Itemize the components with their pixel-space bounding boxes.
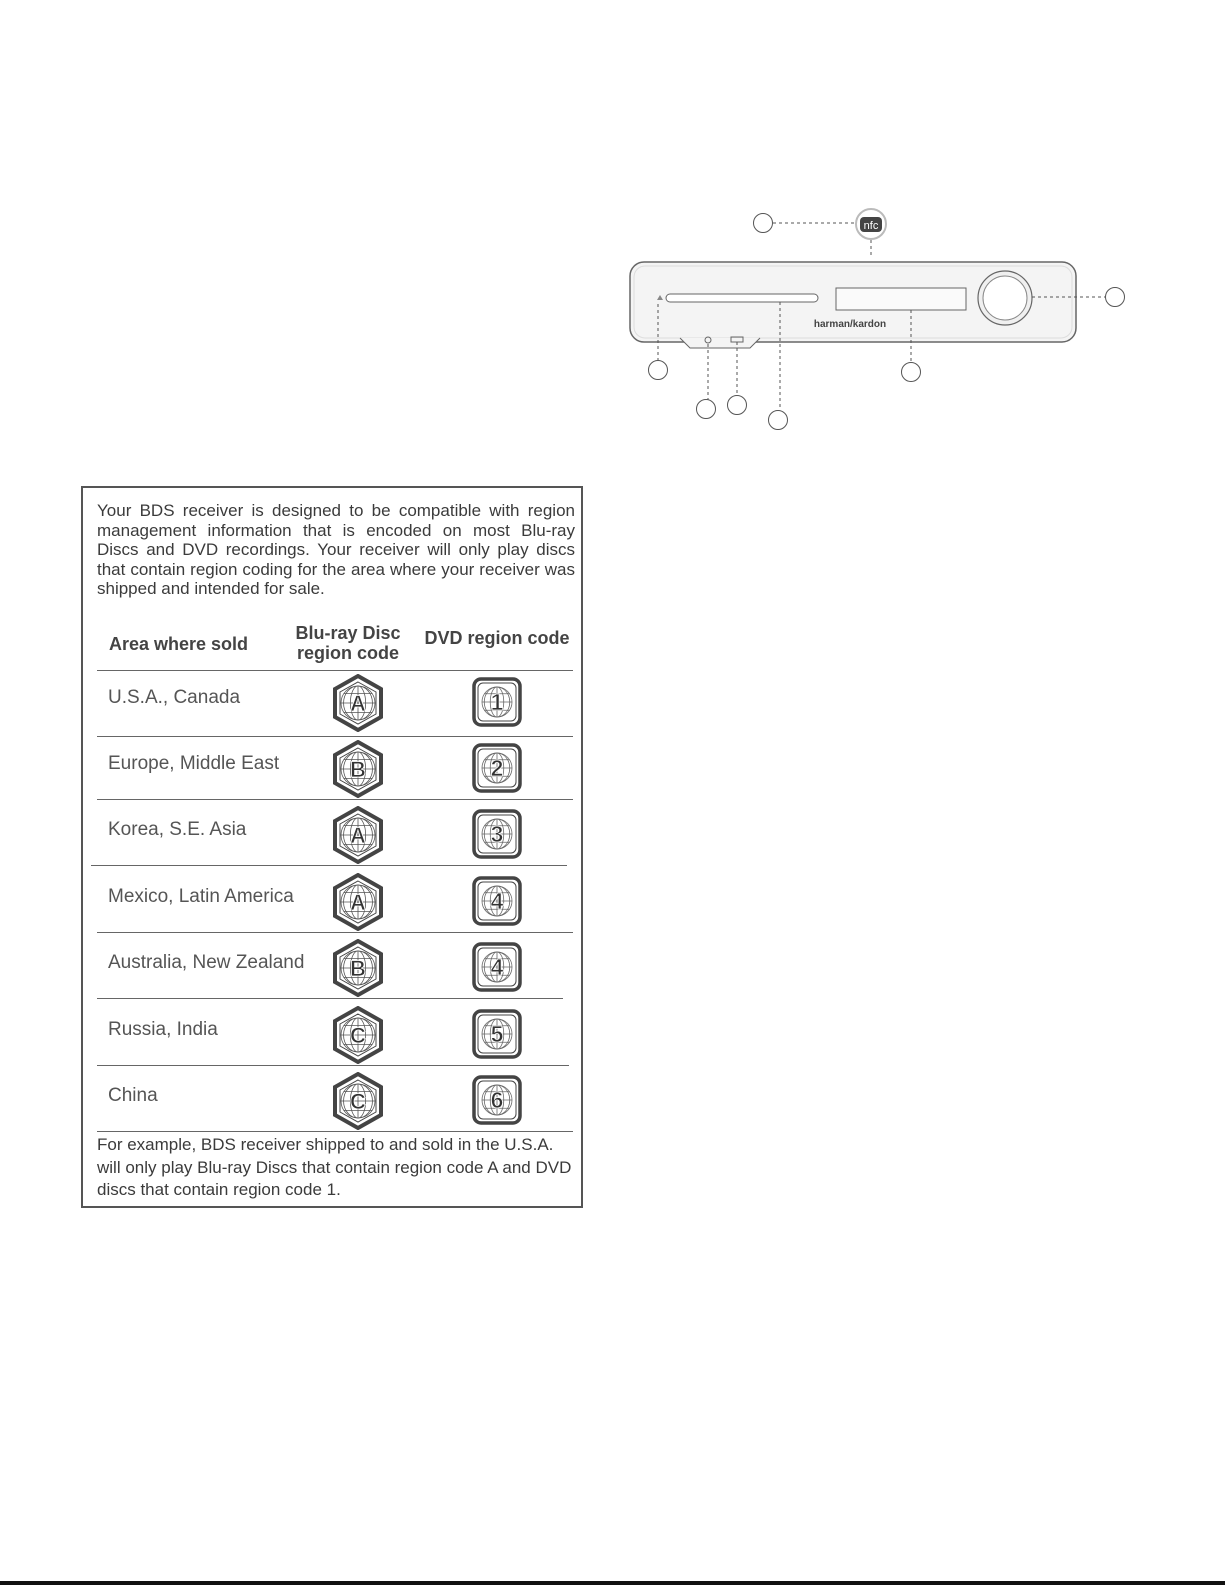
area-label: Europe, Middle East xyxy=(108,753,280,774)
bluray-region-letter: A xyxy=(350,823,366,848)
area-label: Australia, New Zealand xyxy=(108,952,305,973)
region-code-box xyxy=(81,486,583,1208)
dvd-region-icon xyxy=(472,942,522,992)
bluray-region-letter: C xyxy=(350,1089,366,1114)
header-dvd-region: DVD region code xyxy=(424,628,570,648)
dvd-region-number: 6 xyxy=(490,1087,504,1113)
nfc-callout xyxy=(754,209,887,258)
area-label: China xyxy=(108,1085,158,1106)
nfc-badge-label: nfc xyxy=(863,220,879,232)
table-rule xyxy=(91,865,567,866)
dvd-region-number: 2 xyxy=(490,755,504,781)
page-bottom-rule xyxy=(0,1581,1225,1585)
table-rule xyxy=(97,799,573,800)
region-intro-text: Your BDS receiver is designed to be compatible with region management information that is encoded on most Blu-ray Discs and DVD recordings. Your receiver will only play discs that contain region coding for the area where your receiver was shipped and intended for sale. xyxy=(97,501,575,598)
table-rule xyxy=(97,736,573,737)
bluray-region-letter: A xyxy=(350,691,366,716)
front-display xyxy=(836,288,966,310)
area-label: Korea, S.E. Asia xyxy=(108,819,247,840)
area-label: Russia, India xyxy=(108,1019,218,1040)
bluray-region-icon xyxy=(332,674,384,732)
header-bluray-line2: region code xyxy=(296,643,399,663)
dvd-region-icon xyxy=(472,876,522,926)
table-rule xyxy=(97,932,573,933)
dvd-region-icon xyxy=(472,809,522,859)
volume-knob xyxy=(978,271,1032,325)
dvd-region-icon xyxy=(472,677,522,727)
dvd-region-number: 5 xyxy=(490,1021,504,1047)
dvd-region-number: 3 xyxy=(490,821,504,847)
dvd-region-number: 4 xyxy=(490,954,504,980)
table-rule xyxy=(97,1131,573,1132)
area-label: Mexico, Latin America xyxy=(108,886,294,907)
dvd-region-icon xyxy=(472,1009,522,1059)
table-rule xyxy=(97,998,563,999)
bluray-region-icon xyxy=(332,1072,384,1130)
region-example-text: For example, BDS receiver shipped to and sold in the U.S.A. will only play Blu-ray Discs that contain region code A and DVD discs that contain region code 1. xyxy=(97,1135,572,1199)
header-bluray-line1: Blu-ray Disc xyxy=(295,623,401,643)
bluray-region-icon xyxy=(332,873,384,931)
brand-logo: harman/kardon xyxy=(813,319,887,330)
dvd-region-icon xyxy=(472,743,522,793)
dvd-region-number: 1 xyxy=(490,689,504,715)
disc-slot xyxy=(666,294,818,302)
receiver-front-panel-diagram xyxy=(620,200,1140,440)
table-rule xyxy=(97,1065,569,1066)
bluray-region-icon xyxy=(332,939,384,997)
bluray-region-letter: C xyxy=(350,1023,366,1048)
bluray-region-icon xyxy=(332,1006,384,1064)
bluray-region-icon xyxy=(332,740,384,798)
table-rule xyxy=(97,670,573,671)
area-label: U.S.A., Canada xyxy=(108,687,241,708)
bluray-region-letter: B xyxy=(350,757,366,782)
header-bluray-region xyxy=(283,623,413,663)
header-area-where-sold: Area where sold xyxy=(109,634,249,654)
bluray-region-letter: A xyxy=(350,890,366,915)
dvd-region-number: 4 xyxy=(490,888,504,914)
dvd-region-icon xyxy=(472,1075,522,1125)
bluray-region-letter: B xyxy=(350,956,366,981)
bluray-region-icon xyxy=(332,806,384,864)
